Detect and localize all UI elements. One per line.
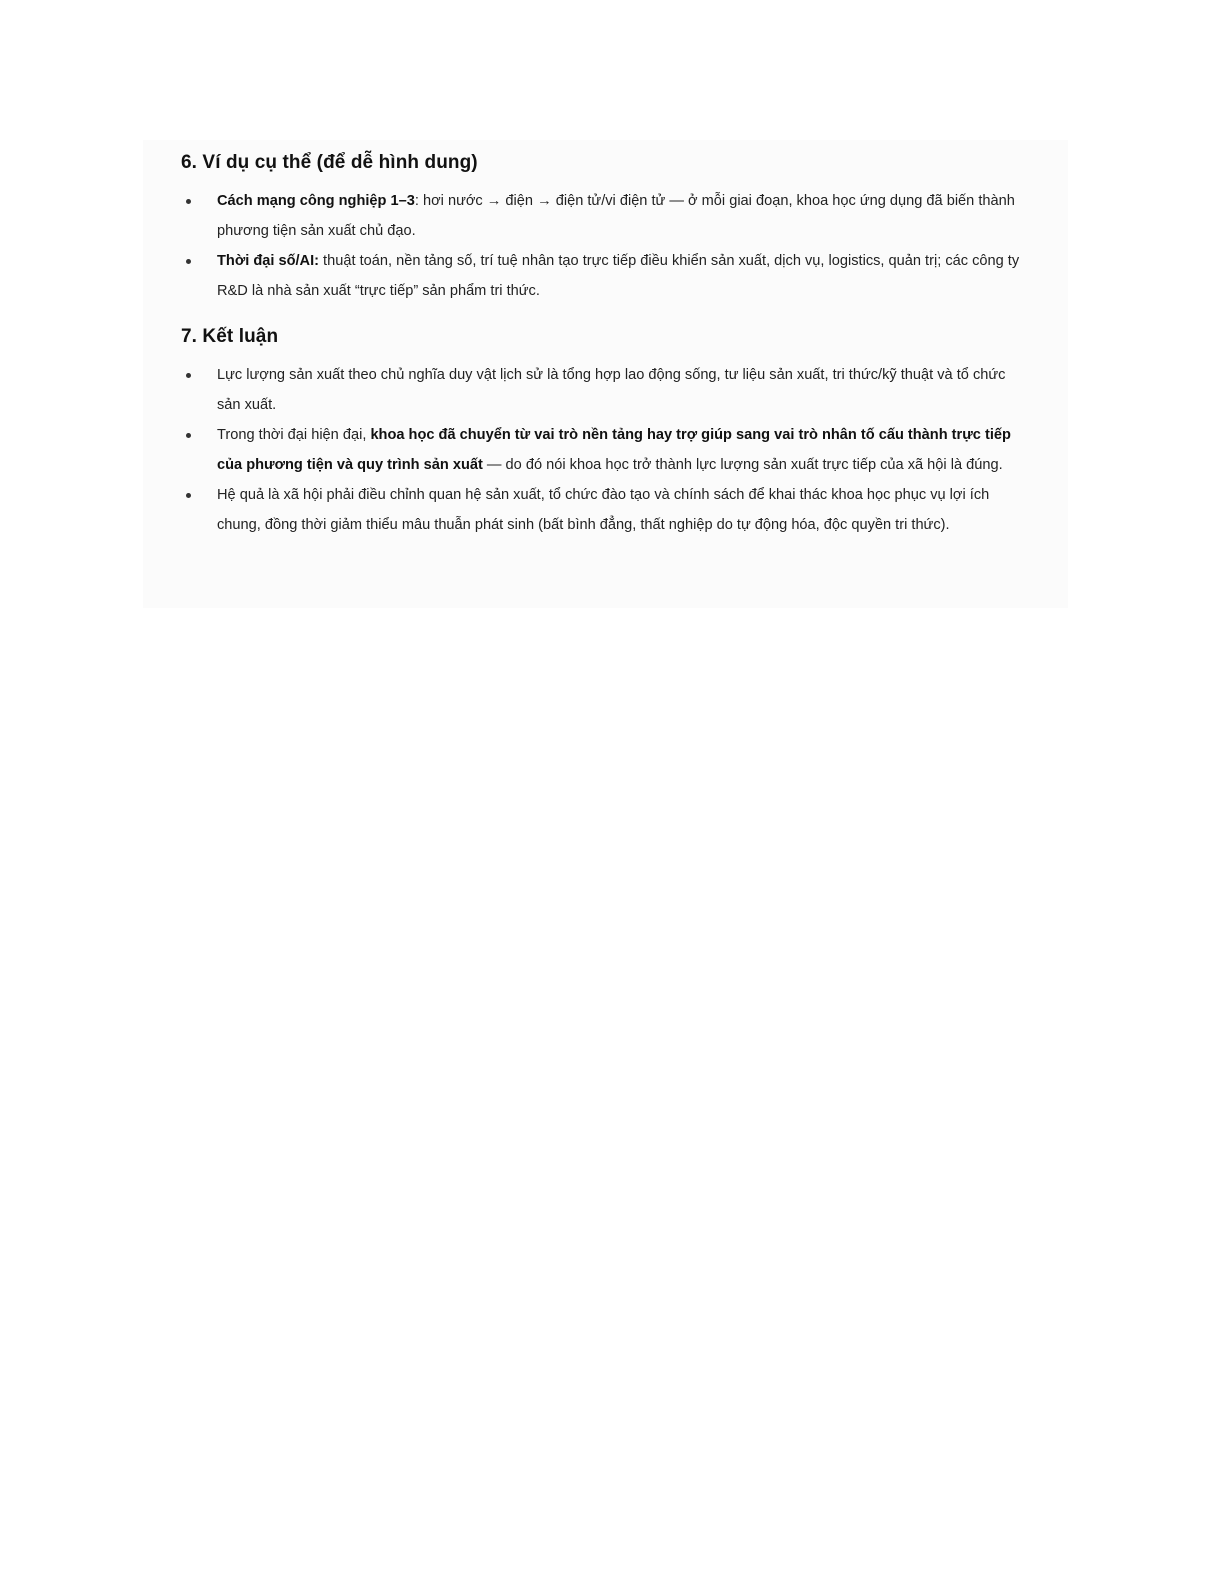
- item-text: Lực lượng sản xuất theo chủ nghĩa duy vật lịch sử là tổng hợp lao động sống, tư liệu sản xuất, tri thức/kỹ thuật và tổ chức sản xuất.: [217, 367, 1006, 413]
- item-text: Hệ quả là xã hội phải điều chỉnh quan hệ sản xuất, tổ chức đào tạo và chính sách để khai thác khoa học phục vụ lợi ích chung, đồng thời giảm thiểu mâu thuẫn phát sinh (bất bình đẳng, thất nghiệp do tự động hóa, độc quyền tri thức).: [217, 487, 990, 533]
- item-emphasis: khoa học đã chuyển từ vai trò nền tảng hay trợ giúp sang vai trò nhân tố cấu thành trực tiếp của phương tiện và quy trình sản xuất: [217, 427, 1011, 473]
- list-item: [183, 186, 1028, 246]
- bullet-dot-icon: [186, 259, 191, 264]
- section-7-list: [183, 360, 1028, 540]
- bullet-dot-icon: [186, 373, 191, 378]
- item-lead: Thời đại số/AI:: [217, 253, 319, 269]
- list-item: [183, 246, 1028, 306]
- bullet-dot-icon: [186, 493, 191, 498]
- document-excerpt: [143, 140, 1068, 608]
- bullet-dot-icon: [186, 199, 191, 204]
- item-text: thuật toán, nền tảng số, trí tuệ nhân tạo trực tiếp điều khiển sản xuất, dịch vụ, logistics, quản trị; các công ty R&D là nhà sản xuất “trực tiếp” sản phẩm tri thức.: [217, 253, 1020, 299]
- item-text: : hơi nước → điện → điện tử/vi điện tử — ở mỗi giai đoạn, khoa học ứng dụng đã biến thành phương tiện sản xuất chủ đạo.: [217, 193, 1015, 239]
- section-6-list: [183, 186, 1028, 306]
- section-6-heading: 6. Ví dụ cụ thể (để dễ hình dung): [181, 152, 478, 173]
- item-text-pre: Trong thời đại hiện đại,: [217, 427, 371, 443]
- list-item: [183, 480, 1028, 540]
- list-item: [183, 420, 1028, 480]
- list-item: [183, 360, 1028, 420]
- bullet-dot-icon: [186, 433, 191, 438]
- item-text-post: — do đó nói khoa học trở thành lực lượng sản xuất trực tiếp của xã hội là đúng.: [482, 457, 1003, 473]
- item-lead: Cách mạng công nghiệp 1–3: [217, 193, 415, 209]
- section-7-heading: 7. Kết luận: [181, 326, 279, 347]
